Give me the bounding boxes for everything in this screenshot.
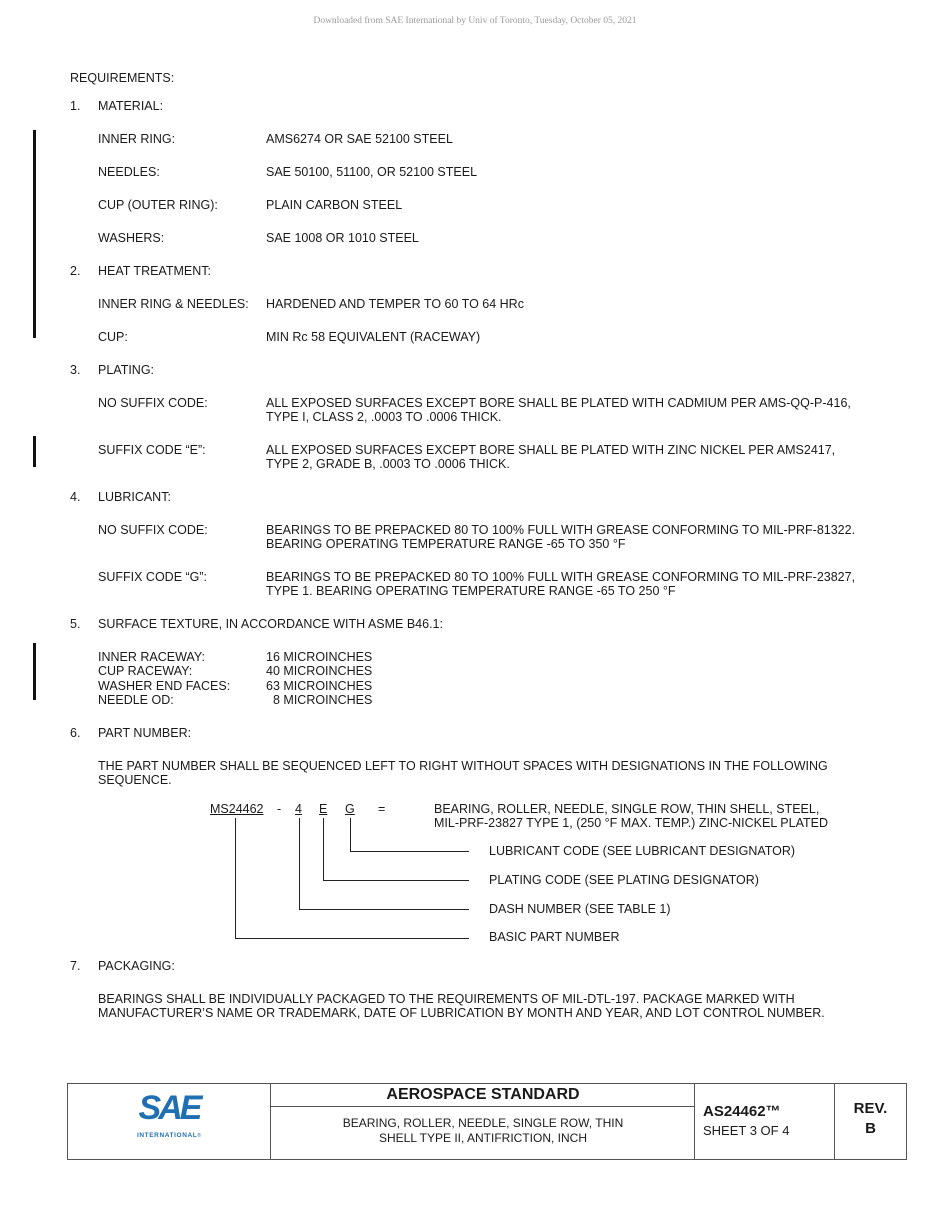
row-value: PLAIN CARBON STEEL	[266, 198, 403, 212]
example-lube-code: G	[345, 802, 355, 816]
example-plating-code: E	[319, 802, 328, 816]
example-equals: =	[378, 802, 386, 816]
row-label: CUP RACEWAY:	[98, 664, 193, 678]
row-value: HARDENED AND TEMPER TO 60 TO 64 HRc	[266, 297, 524, 311]
example-description: BEARING, ROLLER, NEEDLE, SINGLE ROW, THIN SHELL, STEEL,	[434, 802, 820, 816]
row-value: 40 MICROINCHES	[266, 664, 373, 678]
row-label: SUFFIX CODE “G”:	[98, 570, 208, 584]
row-label: WASHERS:	[98, 231, 165, 245]
download-note: Downloaded from SAE International by Univ of Toronto, Tuesday, October 05, 2021	[313, 16, 637, 26]
section-number: 3.	[70, 363, 81, 377]
row-value: TYPE 2, GRADE B, .0003 TO .0006 THICK.	[266, 457, 510, 471]
title-cell	[270, 1084, 695, 1159]
row-value: BEARING OPERATING TEMPERATURE RANGE -65 TO 350 °F	[266, 537, 626, 551]
leader-line	[235, 938, 469, 939]
standard-description: SHELL TYPE II, ANTIFRICTION, INCH	[378, 1131, 588, 1145]
row-label: INNER RACEWAY:	[98, 650, 205, 664]
row-value: 8 MICROINCHES	[273, 693, 373, 707]
section-number: 2.	[70, 264, 81, 278]
row-value: ALL EXPOSED SURFACES EXCEPT BORE SHALL BE PLATED WITH CADMIUM PER AMS-QQ-P-416,	[266, 396, 851, 410]
row-label: NEEDLE OD:	[98, 693, 174, 707]
row-value: ALL EXPOSED SURFACES EXCEPT BORE SHALL BE PLATED WITH ZINC NICKEL PER AMS2417,	[266, 443, 836, 457]
section-title: PART NUMBER:	[98, 726, 192, 740]
leader-line	[350, 818, 351, 851]
row-value: TYPE 1. BEARING OPERATING TEMPERATURE RANGE -65 TO 250 °F	[266, 584, 676, 598]
row-value: BEARINGS TO BE PREPACKED 80 TO 100% FULL WITH GREASE CONFORMING TO MIL-PRF-81322.	[266, 523, 856, 537]
leader-line	[350, 851, 469, 852]
leader-line	[323, 818, 324, 880]
row-label: SUFFIX CODE “E”:	[98, 443, 206, 457]
row-value: SAE 1008 OR 1010 STEEL	[266, 231, 419, 245]
callout-basic: BASIC PART NUMBER	[489, 930, 620, 944]
row-label: CUP (OUTER RING):	[98, 198, 218, 212]
title-block	[67, 1083, 907, 1160]
section-number: 7.	[70, 959, 81, 973]
aerospace-standard-title: AEROSPACE STANDARD	[271, 1084, 695, 1107]
section-number: 5.	[70, 617, 81, 631]
example-base-part: MS24462	[210, 802, 264, 816]
change-bar	[33, 643, 36, 700]
row-label: CUP:	[98, 330, 128, 344]
sae-logo	[68, 1084, 270, 1159]
section-title: PLATING:	[98, 363, 155, 377]
section-title: MATERIAL:	[98, 99, 164, 113]
doc-number-cell	[694, 1084, 835, 1159]
part-number-intro: SEQUENCE.	[98, 773, 172, 787]
callout-plating: PLATING CODE (SEE PLATING DESIGNATOR)	[489, 873, 759, 887]
leader-line	[299, 818, 300, 909]
packaging-text: MANUFACTURER’S NAME OR TRADEMARK, DATE OF LUBRICATION BY MONTH AND YEAR, AND LOT CONTROL NUMBER.	[98, 1006, 825, 1020]
leader-line	[235, 818, 236, 938]
sae-logo-subtitle: INTERNATIONAL	[136, 1132, 198, 1139]
standard-description: BEARING, ROLLER, NEEDLE, SINGLE ROW, THIN	[342, 1116, 624, 1130]
row-value: MIN Rc 58 EQUIVALENT (RACEWAY)	[266, 330, 481, 344]
revision-value: B	[865, 1120, 876, 1137]
sae-logo-mark: SAE	[138, 1089, 200, 1127]
section-title: SURFACE TEXTURE, IN ACCORDANCE WITH ASME B46.1:	[98, 617, 443, 631]
section-number: 4.	[70, 490, 81, 504]
row-label: NEEDLES:	[98, 165, 160, 179]
row-value: AMS6274 OR SAE 52100 STEEL	[266, 132, 453, 146]
change-bar	[33, 436, 36, 467]
row-label: INNER RING:	[98, 132, 176, 146]
example-dash: -	[277, 802, 282, 816]
section-title: HEAT TREATMENT:	[98, 264, 211, 278]
leader-line	[323, 880, 469, 881]
row-label: NO SUFFIX CODE:	[98, 396, 208, 410]
example-dash-number: 4	[295, 802, 302, 816]
packaging-text: BEARINGS SHALL BE INDIVIDUALLY PACKAGED TO THE REQUIREMENTS OF MIL-DTL-197. PACKAGE MARKED WITH	[98, 992, 795, 1006]
sheet-number: SHEET 3 OF 4	[703, 1123, 790, 1138]
row-value: TYPE I, CLASS 2, .0003 TO .0006 THICK.	[266, 410, 502, 424]
revision-cell	[834, 1084, 906, 1159]
part-number-intro: THE PART NUMBER SHALL BE SEQUENCED LEFT TO RIGHT WITHOUT SPACES WITH DESIGNATIONS IN THE FOLLOWING	[98, 759, 828, 773]
requirements-title: REQUIREMENTS:	[70, 71, 175, 85]
callout-lubricant: LUBRICANT CODE (SEE LUBRICANT DESIGNATOR)	[489, 844, 796, 858]
row-label: NO SUFFIX CODE:	[98, 523, 208, 537]
change-bar	[33, 130, 36, 338]
leader-line	[299, 909, 469, 910]
section-title: LUBRICANT:	[98, 490, 171, 504]
section-number: 6.	[70, 726, 81, 740]
row-value: 63 MICROINCHES	[266, 679, 373, 693]
registered-mark: ®	[197, 1133, 202, 1139]
row-value: 16 MICROINCHES	[266, 650, 373, 664]
document-number: AS24462™	[703, 1103, 781, 1120]
row-value: BEARINGS TO BE PREPACKED 80 TO 100% FULL WITH GREASE CONFORMING TO MIL-PRF-23827,	[266, 570, 856, 584]
row-label: INNER RING & NEEDLES:	[98, 297, 249, 311]
callout-dash: DASH NUMBER (SEE TABLE 1)	[489, 902, 671, 916]
revision-label: REV.	[853, 1100, 888, 1117]
section-title: PACKAGING:	[98, 959, 175, 973]
example-description: MIL-PRF-23827 TYPE 1, (250 °F MAX. TEMP.) ZINC-NICKEL PLATED	[434, 816, 829, 830]
row-value: SAE 50100, 51100, OR 52100 STEEL	[266, 165, 478, 179]
section-number: 1.	[70, 99, 81, 113]
row-label: WASHER END FACES:	[98, 679, 231, 693]
